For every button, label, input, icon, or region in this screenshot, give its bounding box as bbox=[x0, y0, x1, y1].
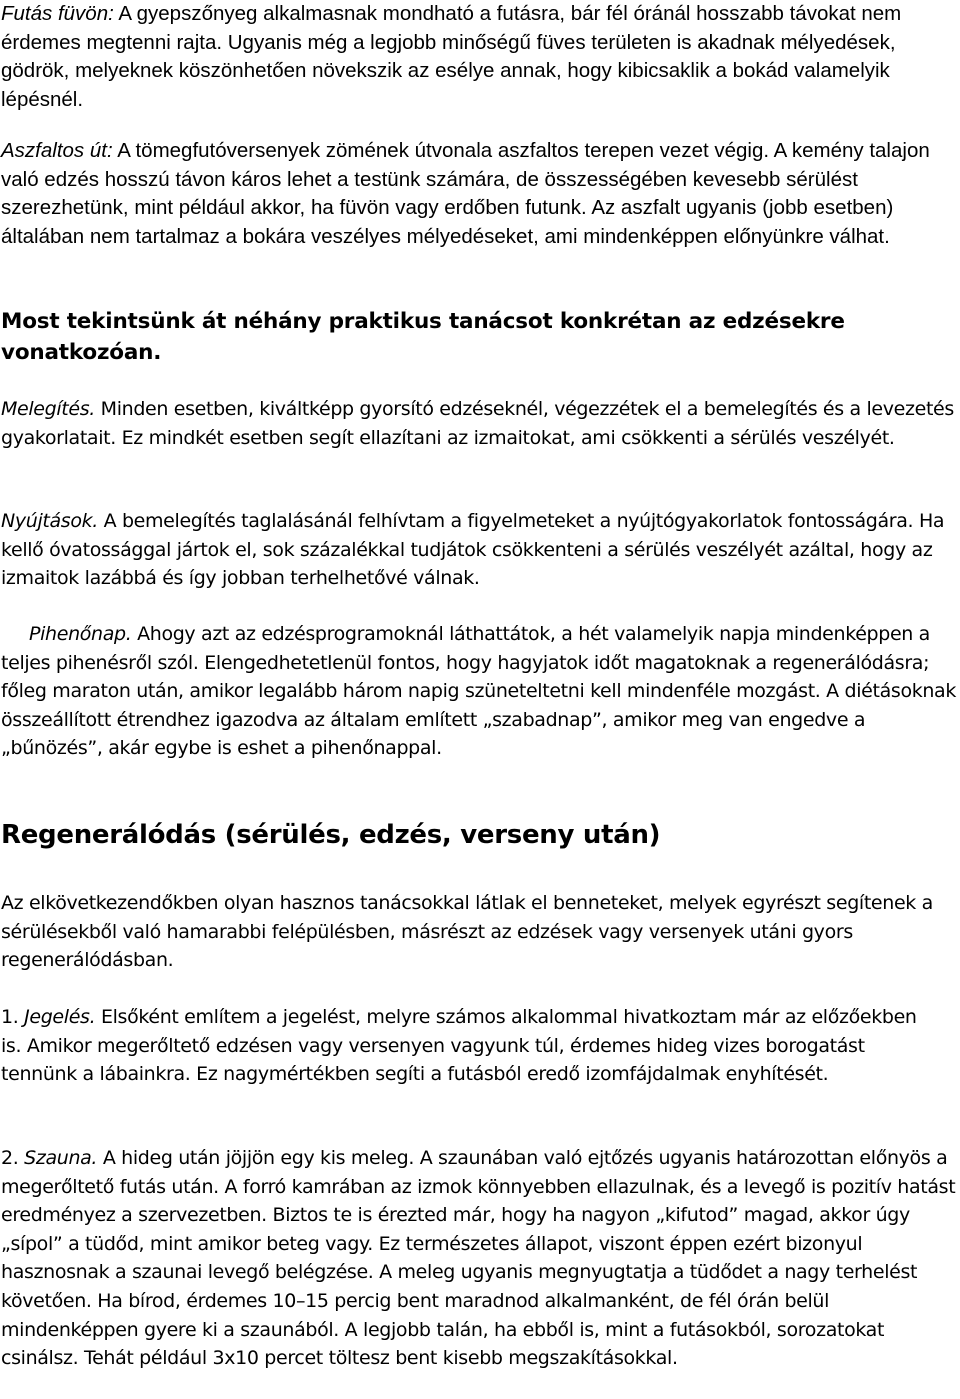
paragraph-intro bbox=[1, 889, 958, 975]
jegeles-text: Elsőként említem a jegelést, melyre számos alkalommal hivatkoztam már az előzőekben is. Amikor megerőltető edzésen vagy versenyen vagyunk túl, érdemes hideg vizes borogatást tennünk a lábainkra. Ez nagymértékben segíti a futásból eredő izomfájdalmak enyhítését. bbox=[1, 1006, 917, 1086]
aszfaltos-ut-lead: Aszfaltos út: bbox=[1, 139, 113, 162]
paragraph-nyujtasok bbox=[1, 507, 958, 593]
nyujtasok-lead: Nyújtások. bbox=[1, 510, 98, 532]
szauna-number: 2. bbox=[1, 1147, 25, 1169]
nyujtasok-text: A bemelegítés taglalásánál felhívtam a figyelmeteket a nyújtógyakorlatok fontosságára. Ha kellő óvatossággal jártok el, sok százalékkal tudjátok csökkenteni a sérülés veszélyét azáltal, hogy az izmaitok lazábbá és így jobban terhelhetővé válnak. bbox=[1, 510, 945, 590]
szauna-text: A hideg után jöjjön egy kis meleg. A szaunában való ejtőzés ugyanis határozottan előnyös a megerőltető futás után. A forró kamrában az izmok könnyebben ellazulnak, és a levegő is pozitív hatást eredményez a szervezetben. Biztos te is érezted már, hogy ha nagyon „kifutod” magad, akkor úgy „sípol” a tüdőd, mint amikor beteg vagy. Ez természetes állapot, viszont éppen ezért bizonyul hasznosnak a szaunai levegő belégzése. A meleg ugyanis megnyugtatja a tüdődet a nagy terhelést követően. Ha bírod, érdemes 10–15 percig bent maradnod alkalmanként, de fél órán belül mindenképpen gyere ki a szaunából. A legjobb talán, ha ebből is, mint a futásokból, sorozatokat csinálsz. Tehát például 3x10 percet töltesz bent kisebb megszakításokkal. bbox=[1, 1147, 956, 1370]
futas-fuvon-text: A gyepszőnyeg alkalmasnak mondható a futásra, bár fél óránál hosszabb távokat nem érdemes megtenni rajta. Ugyanis még a legjobb minőségű füves területen is akadnak mélyedések, gödrök, melyeknek köszönhetően növekszik az esélye annak, hogy kibicsaklik a bokád valamelyik lépésnél. bbox=[1, 2, 902, 111]
melegites-text: Minden esetben, kiváltképp gyorsító edzéseknél, végezzétek el a bemelegítés és a levezetés gyakorlatait. Ez mindkét esetben segít ellazítani az izmaitokat, ami csökkenti a sérülés veszélyét. bbox=[1, 398, 954, 449]
intro-text: Az elkövetkezendőkben olyan hasznos tanácsokkal látlak el benneteket, melyek egyrészt segítenek a sérülésekből való hamarabbi felépülésben, másrészt az edzések vagy versenyek utáni gyors regenerálódásban. bbox=[1, 892, 933, 972]
paragraph-szauna bbox=[1, 1144, 958, 1373]
jegeles-number: 1. bbox=[1, 1006, 25, 1028]
szauna-lead: Szauna. bbox=[24, 1147, 98, 1169]
futas-fuvon-lead: Futás füvön: bbox=[1, 2, 114, 25]
melegites-lead: Melegítés. bbox=[1, 398, 95, 420]
aszfaltos-ut-text: A tömegfutóversenyek zömének útvonala aszfaltos terepen vezet végig. A kemény talajon való edzés hosszú távon káros lehet a testünk számára, de összességében kevesebb sérülést szerezhetünk, mint például akkor, ha füvön vagy erdőben futunk. Az aszfalt ugyanis (jobb esetben) általában nem tartalmaz a bokára veszélyes mélyedéseket, ami mindenképpen előnyünkre válhat. bbox=[1, 139, 930, 248]
paragraph-melegites bbox=[1, 395, 958, 452]
jegeles-lead: Jegelés. bbox=[24, 1006, 96, 1028]
tanacsok-heading: Most tekintsünk át néhány praktikus tanácsot konkrétan az edzésekre vonatkozóan. bbox=[1, 309, 845, 365]
paragraph-aszfaltos-ut bbox=[1, 137, 941, 251]
paragraph-jegeles bbox=[1, 1003, 936, 1089]
section-title-regeneralodas: Regenerálódás (sérülés, edzés, verseny után) bbox=[1, 820, 661, 850]
paragraph-futas-fuvon bbox=[1, 0, 936, 114]
paragraph-pihenonap bbox=[1, 620, 958, 763]
pihenonap-text: Ahogy azt az edzésprogramoknál láthattátok, a hét valamelyik napja mindenképpen a teljes pihenésről szól. Elengedhetetlenül fontos, hogy hagyjatok időt magatoknak a regenerálódásra; főleg maraton után, amikor legalább három napig szüneteltetni kell mindenféle mozgást. A diétásoknak összeállított étrendhez igazodva az általam említett „szabadnap”, amikor meg van engedve a „bűnözés”, akár egybe is eshet a pihenőnappal. bbox=[1, 623, 957, 760]
pihenonap-lead: Pihenőnap. bbox=[29, 623, 132, 645]
